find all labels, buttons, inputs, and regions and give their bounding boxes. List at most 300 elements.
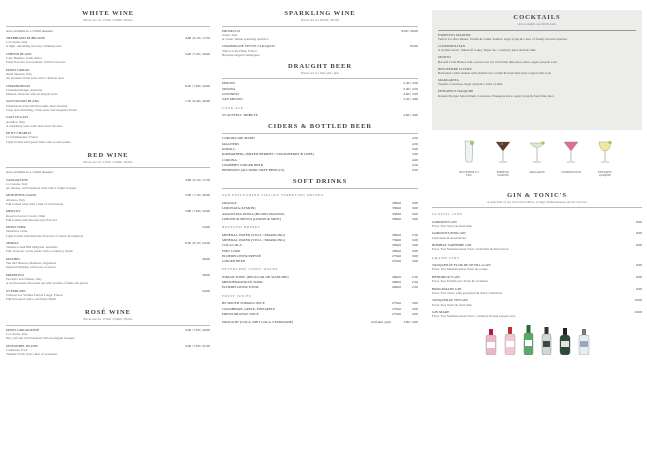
gin-item xyxy=(432,275,642,283)
wine-name: PROSECCO xyxy=(222,28,241,33)
cocktail-name: ESPRESSO MARTINI xyxy=(438,32,471,37)
soft-drink-price: 3.00 xyxy=(411,311,418,316)
cocktails-section xyxy=(432,10,642,130)
wine-name: ST EMILION xyxy=(6,288,26,293)
gin-description: Fever Tree Elderflower Tonic & cucumber xyxy=(432,279,489,284)
white-wine-title: WHITE WINE xyxy=(82,10,134,17)
wine-name: PINOT NOIR xyxy=(6,225,26,230)
soft-drink-row xyxy=(222,307,418,311)
gin-item xyxy=(432,220,642,228)
cocktails-subtitle: All cocktails are £9.50 each xyxy=(518,22,556,26)
wine-price: 8.00 | 26.00 xyxy=(401,28,418,33)
cocktail-glass xyxy=(559,140,583,178)
soft-drinks-group-heading: FEVERTREE TONIC WATER xyxy=(222,267,279,272)
item-price: 2.40 | 4.50 xyxy=(403,86,418,91)
gin-bottle-icon xyxy=(558,328,572,355)
wine-region: Tamarind, Chile xyxy=(6,229,28,234)
gin-bottle-icon xyxy=(540,327,553,355)
wine-region: Abruzzo, Italy xyxy=(6,197,26,202)
wine-name: SAUVIGNON BLANC xyxy=(6,99,40,104)
gin-bottle-icon xyxy=(522,325,535,355)
cocktail-glass xyxy=(457,140,481,178)
draught-beer-list xyxy=(222,81,418,101)
soft-drink-row xyxy=(222,301,418,305)
wine-region: Della Venezie, Italy xyxy=(6,71,33,76)
cocktail-glass-label: BELVEDERE LO FIZZ xyxy=(459,171,479,178)
soft-drink-price: 3.00 xyxy=(411,200,418,205)
red-wine-list xyxy=(6,178,210,302)
cocktail-item xyxy=(438,67,636,75)
soft-drink-name: LIMONATA (LEMON) xyxy=(222,206,256,211)
wine-name: SHIRAZ xyxy=(6,241,19,246)
wine-region: Chateau Les Vieilles Pierres Lange, France xyxy=(6,292,63,297)
wine-region: The Old Shearer, Mendoza, Argentina xyxy=(6,261,57,266)
soft-drinks-list xyxy=(222,193,418,324)
cocktail-item xyxy=(438,33,636,41)
wine-description: Full character on the palate with a cranberry finish xyxy=(6,249,73,254)
soft-drink-row xyxy=(222,212,418,216)
wine-price: 6.20 | 7.80 | 22.00 xyxy=(184,83,210,88)
ciders-list xyxy=(222,136,418,172)
soft-drink-name: ELDERFLOWER PRESSÉ xyxy=(222,253,261,258)
soft-drink-size: 330ml xyxy=(392,200,401,205)
soft-drink-size: 750ml xyxy=(392,237,401,242)
gin-bottle-illustrations xyxy=(432,325,642,355)
item-price: 4.50 xyxy=(411,162,418,167)
item-name: CORONA xyxy=(222,157,237,162)
item-price: 2.60 | 5.00 xyxy=(403,91,418,96)
gin-description: Fever Tree Tonic & fresh lime xyxy=(432,223,472,228)
wine-price: 6.30 | 8.10 | 24.50 xyxy=(184,241,210,246)
gin-item xyxy=(432,298,642,306)
soft-drink-row xyxy=(222,217,418,221)
gin-bottle-icon xyxy=(503,327,517,355)
draught-beer-subtitle: Prices are for half pint | pint xyxy=(301,70,339,75)
list-item xyxy=(222,142,418,146)
item-price: 4.50 xyxy=(411,136,418,141)
soft-drinks-group-heading: BOTTLED DRINKS xyxy=(222,225,261,230)
gin-price: 10.00 xyxy=(634,310,642,315)
wine-item xyxy=(6,344,210,356)
cocktail-glass-icon xyxy=(597,140,613,169)
soft-drink-price: 3.00 xyxy=(411,248,418,253)
list-item xyxy=(222,81,418,85)
wine-price: 4.80 | 6.10 | 17.50 xyxy=(184,35,210,40)
divider xyxy=(222,188,418,189)
item-price: 2.60 | 4.90 xyxy=(403,113,418,118)
list-item xyxy=(222,163,418,167)
red-wine-section xyxy=(6,152,210,302)
gin-price: 8.00 xyxy=(635,219,642,224)
wine-description: Crisp and refreshing, citrus notes and tangerine finish xyxy=(6,107,77,112)
soft-drink-name: CRANBERRY, APPLE, PINEAPPLE xyxy=(222,306,276,311)
wine-item xyxy=(6,99,210,111)
soft-drink-row xyxy=(222,243,418,247)
gin-bottle-icon xyxy=(577,329,591,355)
grand-gins-heading: GRAND GINS xyxy=(432,255,460,260)
item-price: 4.50 xyxy=(411,141,418,146)
gin-price: 10.00 xyxy=(634,298,642,303)
soft-drink-price: 2.50 xyxy=(411,280,418,285)
wine-name: CHENIN BLANC xyxy=(6,51,32,56)
divider xyxy=(222,26,418,27)
cocktail-illustrations xyxy=(432,140,642,178)
list-item xyxy=(222,87,418,91)
wine-region: La Casada, Italy xyxy=(6,181,28,186)
sparkling-wine-title: SPARKLING WINE xyxy=(284,10,356,17)
divider xyxy=(6,26,210,27)
wine-description: Inspired drinking with notes of spices xyxy=(6,265,56,270)
gin-price: 8.00 xyxy=(635,231,642,236)
ciders-title: CIDERS & BOTTLED BEER xyxy=(267,123,373,131)
item-price: 2.50 | 4.80 xyxy=(403,97,418,102)
wine-item xyxy=(6,273,210,285)
item-name: KOPPARBERG (MIXED BERRIES / STRAWBERRY & LIME) xyxy=(222,152,314,157)
sparkling-wine-section xyxy=(222,10,418,57)
soft-drink-size: 275ml xyxy=(392,301,401,306)
soft-drinks-section xyxy=(222,178,418,324)
cocktail-description: Perfect for after dinner. Vanilla & vodka, Kahlua, sugar syrup & a shot of freshly brewed espresso xyxy=(438,36,568,41)
wine-item xyxy=(6,289,210,301)
wine-description: An aromatic fresh wine with a delicate taste xyxy=(6,76,64,81)
gin-price: 9.00 xyxy=(635,286,642,291)
sparkling-beer-soft-column xyxy=(222,10,418,325)
divider xyxy=(222,78,418,79)
draught-beer-title: DRAUGHT BEER xyxy=(288,62,352,70)
cocktail-list xyxy=(438,33,636,98)
soft-drink-name: GINGER BEER xyxy=(222,259,246,264)
item-name: GUINNESS xyxy=(222,91,240,96)
wine-item xyxy=(6,209,210,221)
cocktail-name: PINEAPPLE DAIQUIRI xyxy=(438,89,474,94)
soft-drink-row xyxy=(222,275,418,279)
cocktail-glass xyxy=(525,140,549,178)
divider xyxy=(222,133,418,134)
soft-drink-name: ELDERFLOWER TONIC xyxy=(222,285,260,290)
cocktail-description: Bacardi Carta Blanca rum, served over ice with fresh lime juice, mint, sugar syrup & soda xyxy=(438,59,557,64)
gin-name: HENDRICK'S GIN xyxy=(432,274,460,279)
gin-price: 8.00 xyxy=(635,243,642,248)
soft-drink-price: 3.00 xyxy=(411,301,418,306)
soft-drinks-title: SOFT DRINKS xyxy=(292,178,348,186)
cocktail-item xyxy=(438,78,636,86)
wine-price: 7.10 | 9.40 | 26.90 xyxy=(184,99,210,104)
soft-drink-size: 275ml xyxy=(392,306,401,311)
gin-item xyxy=(432,287,642,295)
soft-drink-row xyxy=(222,233,418,237)
item-name: SINGHA xyxy=(222,86,236,91)
soft-drink-name: MEDITERRANEAN TONIC xyxy=(222,280,264,285)
cocktail-name: BELVEDERE LO FIZZ xyxy=(438,66,472,71)
ciders-section xyxy=(222,123,418,172)
gin-description: Lemonade & strawberries xyxy=(432,235,467,240)
white-wine-section xyxy=(6,10,210,144)
list-item xyxy=(222,147,418,151)
soft-drink-price: 3.00 xyxy=(411,216,418,221)
wine-price: 5.80 | 7.60 | 22.00 xyxy=(184,209,210,214)
classic-gin-list xyxy=(432,220,642,252)
list-item xyxy=(222,113,418,117)
wine-region: La Casada, Italy xyxy=(6,331,28,336)
rose-wine-list xyxy=(6,328,210,356)
gin-section xyxy=(432,192,642,319)
cocktail-item xyxy=(438,55,636,63)
wine-name: MERLOT xyxy=(6,209,21,214)
soft-drink-name: DIET COKE xyxy=(222,248,241,253)
white-wine-subtitle: Prices are for 175ml | 250ml | Bottle xyxy=(83,18,133,22)
list-item xyxy=(222,136,418,140)
soft-drink-price: 3.00 xyxy=(411,253,418,258)
item-name: SAN MIGUEL xyxy=(222,97,244,102)
soft-drink-name: MINERAL WATER (STILL / SPARKLING) xyxy=(222,237,285,242)
gin-description: Fever Tree Mediterranean Tonic, rosemary & pink peppercorns xyxy=(432,314,516,319)
wine-description: A classic Italian sparkling aperitivo xyxy=(222,36,269,41)
wine-price: 26.00 xyxy=(202,256,210,261)
soft-drink-row xyxy=(222,206,418,210)
soft-drink-size: 330ml xyxy=(392,206,401,211)
soft-drink-price: 3.00 xyxy=(411,206,418,211)
wine-description: Summer fruits with a hint of sweetness xyxy=(6,351,58,356)
wine-region: Yellow Label Brut, France xyxy=(222,48,258,53)
wine-region: Whitehaven Point Marlborough, New Zealand xyxy=(6,103,68,108)
item-price: 5.00 xyxy=(411,146,418,151)
wine-description: Fresh flavours and aromatic with floral notes xyxy=(6,60,66,65)
item-name: KOPALL xyxy=(222,146,236,151)
soft-drink-size: 275ml xyxy=(392,259,401,264)
item-name: MAGNERS xyxy=(222,141,240,146)
wine-price: 5.30 | 7.10 | 20.00 xyxy=(184,193,210,198)
white-wine-list xyxy=(6,36,210,144)
wine-region: Reserva Lavras Cacala, Chile xyxy=(6,213,45,218)
rose-wine-section xyxy=(6,309,210,356)
cocktail-glass xyxy=(593,140,617,178)
wine-item xyxy=(6,52,210,64)
cocktail-glass xyxy=(491,140,515,178)
soft-drink-size: 200ml xyxy=(392,280,401,285)
divider xyxy=(6,167,210,168)
soft-drink-row xyxy=(222,312,418,316)
gin-name: GIN MARE xyxy=(432,310,450,315)
wine-name: PINOT GRIGIO xyxy=(6,67,30,72)
wine-item xyxy=(6,241,210,253)
cocktail-name: MOJITO xyxy=(438,55,451,60)
cocktail-item xyxy=(438,44,636,52)
cocktails-gin-column xyxy=(432,10,642,355)
wine-price: 4.80 | 6.10 | 17.50 xyxy=(184,177,210,182)
gin-bottle-icon xyxy=(484,329,498,355)
soft-drink-size: 200ml xyxy=(392,274,401,279)
list-item xyxy=(222,92,418,96)
wine-item xyxy=(6,84,210,96)
sparkling-wine-list xyxy=(222,29,418,57)
soft-drink-row xyxy=(222,280,418,284)
divider xyxy=(438,30,636,31)
cocktail-glass-icon xyxy=(495,140,511,169)
soft-drink-name: FRESH ORANGE JUICE xyxy=(222,311,259,316)
wine-name: TREBBIANO RUBICONE xyxy=(6,35,45,40)
cask-ale-list xyxy=(222,113,418,117)
wine-description: Full bodied wine with a hint of wild berries xyxy=(6,201,64,206)
wine-description: A light, refreshing and easy drinking wine xyxy=(6,44,62,49)
cocktail-item xyxy=(438,89,636,97)
soft-drink-name: ARANCIATA ROSSA (BLOOD ORANGE) xyxy=(222,211,285,216)
soft-drink-size: 330ml xyxy=(392,216,401,221)
soft-drinks-group-heading: SAN PELLEGRINO ITALIAN SPARKLING DRINKS xyxy=(222,193,324,198)
wine-region: La Chablisienne, France xyxy=(6,135,39,140)
gin-item xyxy=(432,231,642,239)
wine-name: ZINFANDEL BLUSH xyxy=(6,343,38,348)
wine-name: GAVI DI GAVI xyxy=(6,115,29,120)
gin-name: TANQUERAY FLOR DE SEVILLA GIN xyxy=(432,263,491,268)
soft-drink-row xyxy=(222,254,418,258)
divider xyxy=(432,207,642,208)
measure-note: Also available in a 125ml measure xyxy=(6,28,53,33)
soft-drink-price: 3.00 xyxy=(411,306,418,311)
soft-drink-size: 330ml xyxy=(392,243,401,248)
gin-description: Fever Tree Tonic & fresh lime xyxy=(432,302,472,307)
cocktail-glass-icon xyxy=(462,140,476,169)
soft-drink-price: 2.50 xyxy=(411,285,418,290)
wine-item xyxy=(6,131,210,143)
item-name: ST AUSTELL TRIBUTE xyxy=(222,113,258,118)
wine-name: PRIMITIVO xyxy=(6,272,25,277)
wine-name: MONTEPULCIANO xyxy=(6,193,37,198)
wine-item xyxy=(6,36,210,48)
gin-name: BROCKMANS GIN xyxy=(432,286,462,291)
wine-name: MALBEC xyxy=(6,256,21,261)
wine-description: Full flavoured with a soft fruity finish xyxy=(6,297,56,302)
wine-price: 24.00 xyxy=(202,225,210,230)
wine-item xyxy=(6,328,210,340)
list-item xyxy=(222,97,418,101)
soft-drink-name: DRAUGHT (COLA, DIET COLA, LEMONADE) xyxy=(222,320,294,325)
cocktail-glass-label: PINEAPPLE DAIQUIRI xyxy=(598,171,612,178)
soft-drink-row xyxy=(222,201,418,205)
wine-item xyxy=(6,178,210,190)
item-name: CORONA ORCHARD xyxy=(222,136,255,141)
soft-drink-size: 330ml xyxy=(392,211,401,216)
soft-drink-name: COCA COLA xyxy=(222,243,242,248)
wine-price: 34.00 xyxy=(202,288,210,293)
wine-description: Dry, soft and well balanced with an elegant bouquet xyxy=(6,336,75,341)
soft-drink-size: 275ml xyxy=(392,253,401,258)
wine-region: Pecorino San Salento, Italy xyxy=(6,277,42,282)
wine-name: CHARDONNAY xyxy=(6,83,31,88)
gin-name: GORDON'S PINK GIN xyxy=(432,231,466,236)
item-price: 4.00 xyxy=(411,157,418,162)
wine-description: Full bodied with luscious ripe flavours xyxy=(6,217,58,222)
gin-description: Fever Tree Mediterranean Tonic & orange xyxy=(432,267,488,272)
soft-drink-row xyxy=(222,259,418,263)
wine-description: An intense, well balanced wine with a bright bouquet xyxy=(6,185,77,190)
item-price: 2.40 | 4.50 xyxy=(403,81,418,86)
wine-item xyxy=(6,225,210,237)
soft-drink-price: 1.80 | 3.00 xyxy=(403,320,418,325)
rose-wine-title: ROSÉ WINE xyxy=(85,309,131,317)
wine-name: PINOT GRIGIO ROSÉ xyxy=(6,327,40,332)
gin-name: BOMBAY SAPPHIRE GIN xyxy=(432,243,472,248)
wine-item xyxy=(222,44,418,56)
item-price: 3.50 xyxy=(411,168,418,173)
list-item xyxy=(222,152,418,156)
cocktail-glass-icon xyxy=(563,140,579,169)
cocktail-description: Tequila, Cointreau, sugar syrup & a twist of lime xyxy=(438,82,503,87)
item-name: CRABBIES GINGER BEER xyxy=(222,162,264,167)
wine-price: 65.00 xyxy=(410,44,418,49)
item-name: PERONI xyxy=(222,81,235,86)
gin-description: Fever Tree Tonic, pink grapefruit & dried cranberries xyxy=(432,290,503,295)
soft-drink-size: 330ml xyxy=(392,248,401,253)
wine-name: CHAMPAGNE VEUVE CLICQUOT xyxy=(222,44,276,49)
wine-price: 28.00 xyxy=(202,272,210,277)
wine-region: California, USA xyxy=(6,347,28,352)
red-wine-subtitle: Prices are for 175ml | 250ml | Bottle xyxy=(83,159,133,164)
wine-item xyxy=(6,193,210,205)
rose-wine-subtitle: Prices are for 175ml | 250ml | Bottle xyxy=(83,317,133,322)
soft-drink-name: LIMONE & MENTA (LEMON & MINT) xyxy=(222,216,282,221)
gin-subtitle: A selection of our favourite G&T's. A large 50ml measure served over ice xyxy=(487,199,587,204)
cocktail-glass-label: ESPRESSO MARTINI xyxy=(496,171,510,178)
soft-drink-row xyxy=(222,238,418,242)
wine-description: A warm intense flavoured red with aromas of fruits and spices xyxy=(6,281,89,286)
cocktail-glass-label: MARGARITA xyxy=(529,171,545,174)
cocktail-description: A stylish classic. Smirnoff vodka, Triple Sec, cranberry juice & fresh lime xyxy=(438,48,536,53)
wine-region: Araldica, Italy xyxy=(6,119,26,124)
gin-item xyxy=(432,243,642,251)
soft-drink-row xyxy=(222,249,418,253)
measure-note: Also available in a 125ml measure xyxy=(6,170,53,175)
soft-drink-name: BS SPICED TOMATO JUICE xyxy=(222,301,265,306)
wine-name: SANGIOVESE xyxy=(6,177,28,182)
gin-price: 9.00 xyxy=(635,263,642,268)
soft-drink-name: MINERAL WATER (STILL / SPARKLING) xyxy=(222,232,285,237)
gin-name: TANQUERAY TEN GIN xyxy=(432,298,468,303)
soft-drink-size: 200ml xyxy=(392,285,401,290)
soft-drink-name: ORANGE xyxy=(222,200,237,205)
cocktail-name: COSMOPOLITAN xyxy=(438,43,466,48)
soft-drink-price: 3.00 xyxy=(411,211,418,216)
draught-beer-section xyxy=(222,63,418,117)
item-name: HEINEKEN (ALCOHOL FREE BEER 0%) xyxy=(222,168,285,173)
wine-price: 5.40 | 7.20 | 20.00 xyxy=(184,51,210,56)
soft-drink-row xyxy=(222,320,418,324)
wine-region: Zonin, Italy xyxy=(222,32,238,37)
gin-description: Fever Tree Mediterranean Tonic, fresh lime & mint leaves xyxy=(432,247,509,252)
cocktail-description: Kraken Morgan Spiced Rum, Cointreau, Pineapple juice, sugar syrup & fresh lime juice xyxy=(438,93,555,98)
soft-drink-price: 3.00 xyxy=(411,259,418,264)
soft-drink-price: 3.00 xyxy=(411,243,418,248)
classic-gins-heading: CLASSIC GINS xyxy=(432,212,463,217)
wine-region: La Casada, Italy xyxy=(6,40,28,45)
soft-drink-size: 330ml xyxy=(392,232,401,237)
soft-drink-price: 2.50 xyxy=(411,232,418,237)
wine-description: Mineral character with an elegant style xyxy=(6,91,58,96)
gin-item xyxy=(432,263,642,271)
wine-region: Cape Heights, South Africa xyxy=(6,56,43,61)
gin-name: GORDON'S GIN xyxy=(432,219,457,224)
wine-item xyxy=(6,68,210,80)
wine-description: A refreshing wine with citrus fruit flavours xyxy=(6,123,63,128)
wine-description: Bespoke elegant champagne xyxy=(222,52,260,57)
wine-column xyxy=(6,10,210,359)
item-price: 5.00 xyxy=(411,152,418,157)
soft-drink-price: 5.00 xyxy=(411,237,418,242)
grand-gin-list xyxy=(432,263,642,319)
divider xyxy=(6,325,210,326)
wine-item xyxy=(6,257,210,269)
cocktail-name: MARGARITA xyxy=(438,78,459,83)
cocktails-title: COCKTAILS xyxy=(513,14,561,21)
